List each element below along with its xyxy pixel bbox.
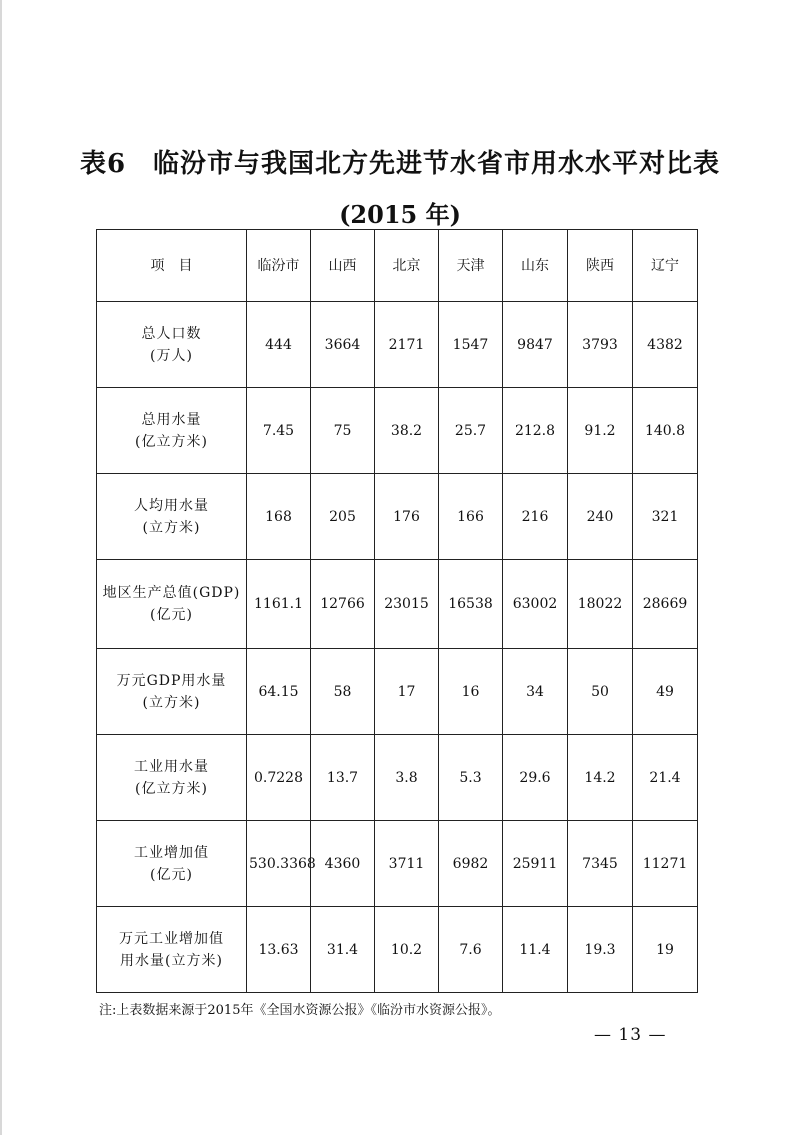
row-label-line: 人均用水量 bbox=[134, 497, 209, 514]
table-cell: 58 bbox=[311, 649, 375, 735]
table-subtitle: (2015 年) bbox=[339, 200, 461, 229]
table-cell: 205 bbox=[311, 474, 375, 560]
table-cell: 25.7 bbox=[439, 388, 503, 474]
table-cell: 63002 bbox=[503, 560, 568, 649]
row-label-line: 总用水量 bbox=[141, 411, 202, 428]
table-cell: 1161.1 bbox=[247, 560, 311, 649]
column-header: 山西 bbox=[311, 230, 375, 302]
table-cell: 11271 bbox=[633, 821, 698, 907]
table-row bbox=[97, 474, 698, 560]
row-label bbox=[97, 649, 247, 735]
row-label-line: 万元GDP用水量 bbox=[116, 672, 227, 689]
table-cell: 530.3368 bbox=[247, 821, 311, 907]
table-cell: 16538 bbox=[439, 560, 503, 649]
table-cell: 17 bbox=[375, 649, 439, 735]
table-row bbox=[97, 560, 698, 649]
table-cell: 91.2 bbox=[568, 388, 633, 474]
table-cell: 10.2 bbox=[375, 907, 439, 993]
table-cell: 25911 bbox=[503, 821, 568, 907]
row-label-line: 工业用水量 bbox=[134, 758, 209, 775]
row-label bbox=[97, 560, 247, 649]
table-cell: 50 bbox=[568, 649, 633, 735]
row-label-line: 地区生产总值(GDP) bbox=[102, 585, 241, 601]
table-cell: 5.3 bbox=[439, 735, 503, 821]
row-label bbox=[97, 474, 247, 560]
row-label-unit: (亿立方米) bbox=[135, 433, 208, 450]
table-cell: 12766 bbox=[311, 560, 375, 649]
table-cell: 75 bbox=[311, 388, 375, 474]
table-cell: 1547 bbox=[439, 302, 503, 388]
table-cell: 168 bbox=[247, 474, 311, 560]
table-cell: 29.6 bbox=[503, 735, 568, 821]
table-cell: 64.15 bbox=[247, 649, 311, 735]
table-title: 表6 临汾市与我国北方先进节水省市用水水平对比表 bbox=[79, 149, 721, 179]
table-cell: 166 bbox=[439, 474, 503, 560]
table-cell: 6982 bbox=[439, 821, 503, 907]
row-label bbox=[97, 735, 247, 821]
table-cell: 31.4 bbox=[311, 907, 375, 993]
table-row bbox=[97, 821, 698, 907]
table-cell: 4360 bbox=[311, 821, 375, 907]
table-cell: 38.2 bbox=[375, 388, 439, 474]
table-cell: 140.8 bbox=[633, 388, 698, 474]
row-label-line: 万元工业增加值 bbox=[119, 930, 224, 947]
row-label-unit: (亿元) bbox=[150, 607, 193, 623]
table-cell: 49 bbox=[633, 649, 698, 735]
column-header: 临汾市 bbox=[247, 230, 311, 302]
table-cell: 16 bbox=[439, 649, 503, 735]
table-cell: 240 bbox=[568, 474, 633, 560]
column-header: 天津 bbox=[439, 230, 503, 302]
column-header: 项 目 bbox=[97, 230, 247, 302]
table-cell: 321 bbox=[633, 474, 698, 560]
row-label bbox=[97, 388, 247, 474]
table-cell: 3711 bbox=[375, 821, 439, 907]
column-header: 北京 bbox=[375, 230, 439, 302]
table-cell: 9847 bbox=[503, 302, 568, 388]
row-label-unit: (立方米) bbox=[142, 519, 201, 536]
table-cell: 3.8 bbox=[375, 735, 439, 821]
row-label-unit: (万人) bbox=[150, 347, 193, 364]
column-header: 辽宁 bbox=[633, 230, 698, 302]
table-cell: 14.2 bbox=[568, 735, 633, 821]
table-cell: 4382 bbox=[633, 302, 698, 388]
table-cell: 3793 bbox=[568, 302, 633, 388]
table-cell: 18022 bbox=[568, 560, 633, 649]
row-label-unit: (立方米) bbox=[142, 694, 201, 711]
table-cell: 13.7 bbox=[311, 735, 375, 821]
row-label-unit: 用水量(立方米) bbox=[120, 952, 223, 969]
table-cell: 444 bbox=[247, 302, 311, 388]
table-cell: 19.3 bbox=[568, 907, 633, 993]
table-cell: 0.7228 bbox=[247, 735, 311, 821]
comparison-table bbox=[96, 229, 698, 993]
row-label bbox=[97, 302, 247, 388]
table-row bbox=[97, 388, 698, 474]
table-cell: 23015 bbox=[375, 560, 439, 649]
table-cell: 13.63 bbox=[247, 907, 311, 993]
table-row bbox=[97, 649, 698, 735]
table-cell: 176 bbox=[375, 474, 439, 560]
table-cell: 7.45 bbox=[247, 388, 311, 474]
page-number: — 13 — bbox=[594, 1025, 667, 1045]
row-label bbox=[97, 821, 247, 907]
column-header: 陕西 bbox=[568, 230, 633, 302]
column-header: 山东 bbox=[503, 230, 568, 302]
table-cell: 3664 bbox=[311, 302, 375, 388]
table-row bbox=[97, 302, 698, 388]
table-cell: 34 bbox=[503, 649, 568, 735]
table-row bbox=[97, 735, 698, 821]
table-cell: 216 bbox=[503, 474, 568, 560]
table-cell: 2171 bbox=[375, 302, 439, 388]
table-cell: 11.4 bbox=[503, 907, 568, 993]
row-label-line: 总人口数 bbox=[141, 325, 202, 342]
header-row bbox=[97, 230, 698, 302]
row-label-line: 工业增加值 bbox=[134, 844, 209, 861]
row-label-unit: (亿立方米) bbox=[135, 780, 208, 797]
table-cell: 212.8 bbox=[503, 388, 568, 474]
source-note: 注:上表数据来源于2015年《全国水资源公报》《临汾市水资源公报》。 bbox=[99, 1003, 501, 1018]
row-label bbox=[97, 907, 247, 993]
table-cell: 21.4 bbox=[633, 735, 698, 821]
table-cell: 19 bbox=[633, 907, 698, 993]
table-cell: 7.6 bbox=[439, 907, 503, 993]
table-cell: 7345 bbox=[568, 821, 633, 907]
table-row bbox=[97, 907, 698, 993]
table-cell: 28669 bbox=[633, 560, 698, 649]
row-label-unit: (亿元) bbox=[150, 866, 193, 883]
